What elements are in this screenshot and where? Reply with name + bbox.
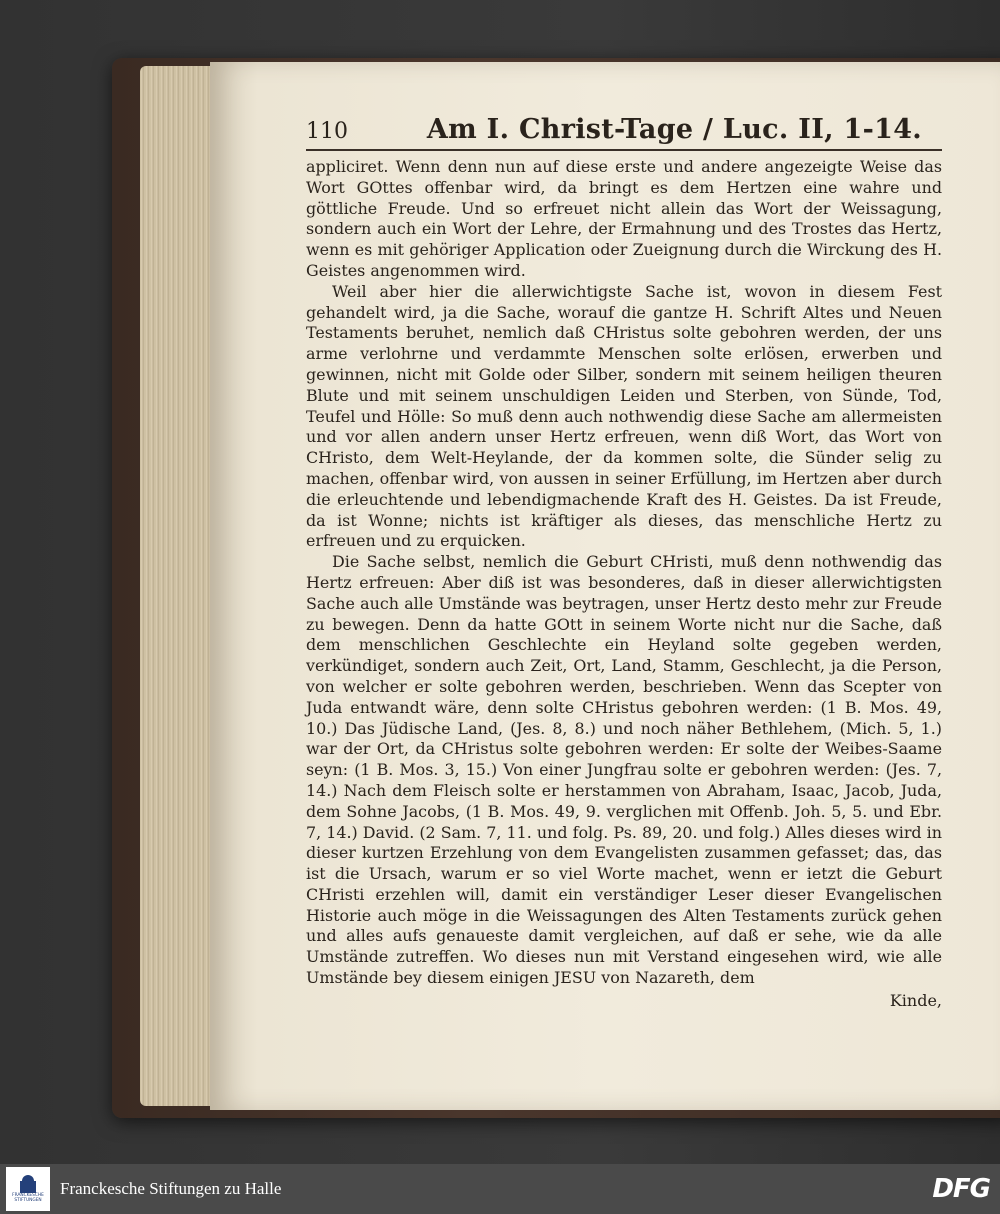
dfg-logo[interactable]: DFG <box>932 1174 990 1204</box>
paragraph: appliciret. Wenn denn nun auf diese erste und andere angezeigte Weise das Wort GOttes offenbar wird, da bringt es dem Hertzen eine wahre und göttliche Freude. Und so erfreuet nicht allein das Wort der Weissagung, sondern auch ein Wort der Lehre, der Ermahnung und des Trostes das Hertz, wenn es mit gehöriger Application oder Zueignung durch die Wirckung des H. Geistes angenommen wird. <box>306 157 942 280</box>
running-title: Am I. Christ-Tage / Luc. II, 1-14. <box>426 114 922 145</box>
institution-name[interactable]: Franckesche Stiftungen zu Halle <box>60 1179 282 1198</box>
institution-logo[interactable] <box>6 1167 50 1211</box>
running-head <box>306 114 942 151</box>
page-content <box>306 114 942 1010</box>
page-number: 110 <box>306 119 348 144</box>
paragraph: Die Sache selbst, nemlich die Geburt CHristi, muß denn nothwendig das Hertz erfreuen: Aber diß ist was besonderes, daß in dieser allerwichtigsten Sache auch alle Umstände was beytragen, unser Hertz desto mehr zur Freude zu bewegen. Denn da hatte GOtt in seinem Worte nicht nur die Sache, daß dem menschlichen Geschlechte ein Heyland solte gegeben werden, verkündiget, sondern auch Zeit, Ort, Land, Stamm, Geschlecht, ja die Person, von welcher er solte gebohren werden, beschrieben. Wenn das Scepter von Juda entwandt wäre, denn solte CHristus gebohren werden: (1 B. Mos. 49, 10.) Das Jüdische Land, (Jes. 8, 8.) und noch näher Bethlehem, (Mich. 5, 1.) war der Ort, da CHristus solte gebohren werden: Er solte der Weibes-Saame seyn: (1 B. Mos. 3, 15.) Von einer Jungfrau solte er gebohren werden: (Jes. 7, 14.) Nach dem Fleisch solte er herstammen von Abraham, Isaac, Jacob, Juda, dem Sohne Jacobs, (1 B. Mos. 49, 9. verglichen mit Offenb. Joh. 5, 5. und Ebr. 7, 14.) David. (2 Sam. 7, 11. und folg. Ps. 89, 20. und folg.) Alles dieses wird in dieser kurtzen Erzehlung von dem Evangelisten zusammen gefasset; das, das ist die Ursach, warum er so viel Worte machet, wenn er ietzt die Geburt CHristi erzehlen will, damit ein verständiger Leser dieser Evangelischen Historie auch möge in die Weissagungen des Alten Testaments zurück gehen und alles aufs genaueste damit vergleichen, auf daß er sehe, wie da alle Umstände zutreffen. Wo dieses nun mit Verstand eingesehen wird, wie alle Umstände bey diesem einigen JESU von Nazareth, dem <box>306 552 942 988</box>
book-page <box>210 62 1000 1110</box>
building-icon <box>18 1175 38 1193</box>
logo-text-line2: STIFTUNGEN <box>14 1198 42 1203</box>
catchword: Kinde, <box>889 990 942 1010</box>
viewer-footer <box>0 1164 1000 1214</box>
page-edges <box>140 66 218 1106</box>
body-text <box>306 157 942 989</box>
logo-text-line1: FRANCKESCHE <box>12 1193 44 1198</box>
paragraph: Weil aber hier die allerwichtigste Sache ist, wovon in diesem Fest gehandelt wird, ja die Sache, worauf die gantze H. Schrift Altes und Neuen Testaments beruhet, nemlich daß CHristus solte gebohren werden, der uns arme verlohrne und verdammte Menschen solte erlösen, erwerben und gewinnen, nicht mit Golde oder Silber, sondern mit seinem heiligen theuren Blute und mit seinem unschuldigen Leiden und Sterben, von Sünde, Tod, Teufel und Hölle: So muß denn auch nothwendig diese Sache am allermeisten und vor allen andern unser Hertz erfreuen, wenn diß Wort, das Wort von CHristo, dem Welt-Heylande, der da kommen solte, die Sünder selig zu machen, offenbar wird, von aussen in seiner Erfüllung, im Hertzen aber durch die erleuchtende und lebendigmachende Kraft des H. Geistes. Da ist Freude, da ist Wonne; nichts ist kräftiger als dieses, das menschliche Hertz zu erfreuen und zu erquicken. <box>306 281 942 551</box>
